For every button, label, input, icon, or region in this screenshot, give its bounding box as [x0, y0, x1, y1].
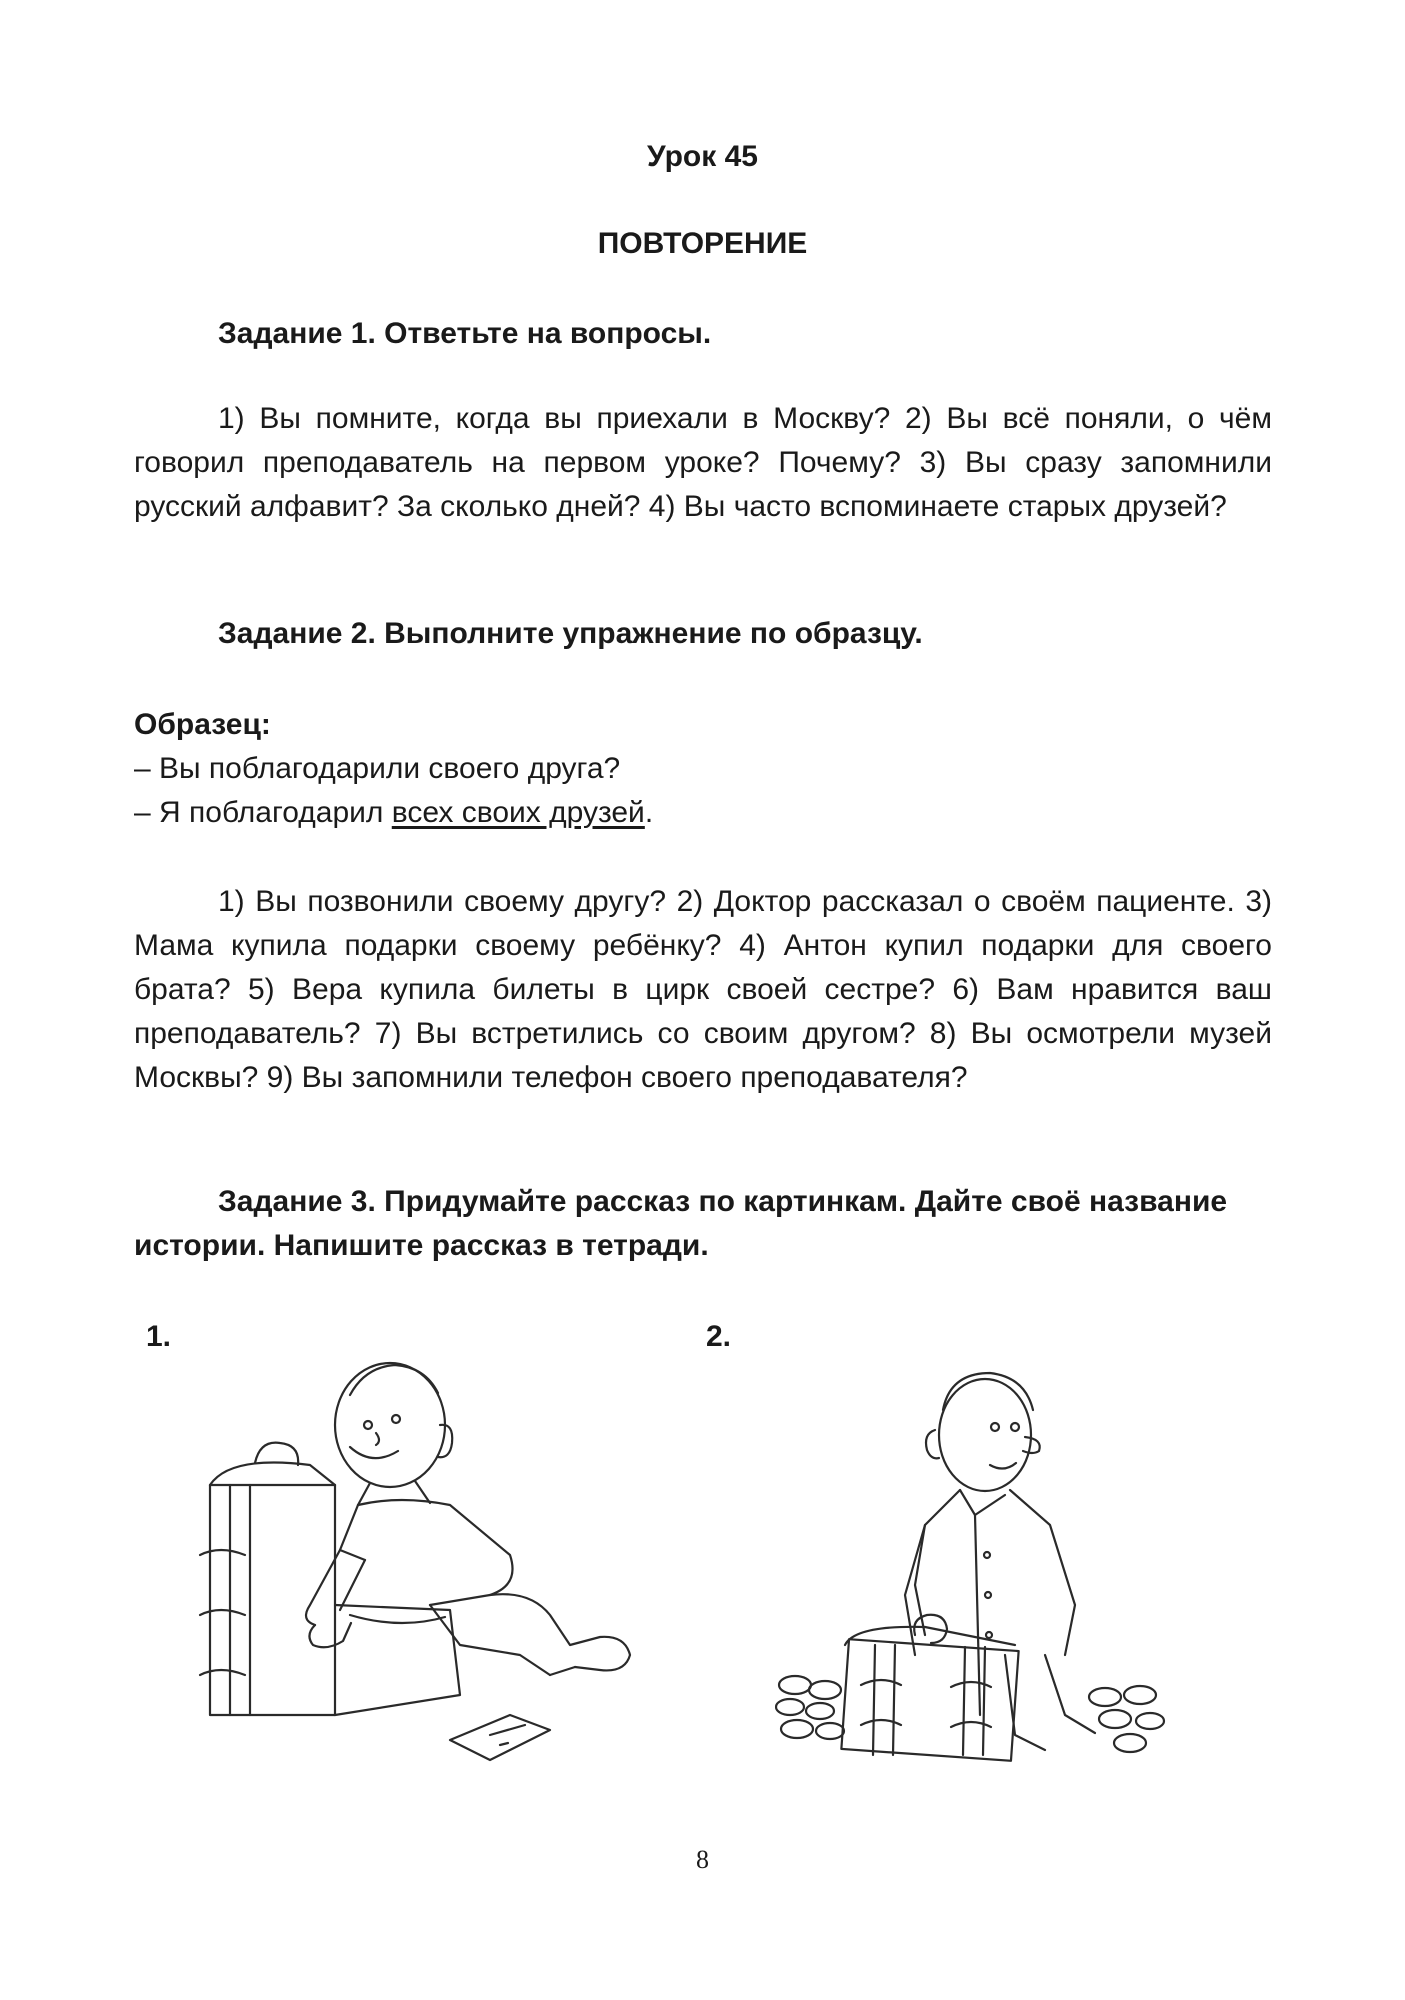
- sample-answer-suffix: .: [644, 796, 654, 829]
- sample-answer-prefix: – Я поблагодарил: [134, 796, 392, 829]
- section-title: ПОВТОРЕНИЕ: [597, 227, 808, 260]
- sample-answer: [134, 796, 653, 830]
- page-number: 8: [696, 1845, 709, 1874]
- sample-question: – Вы поблагодарили своего друга?: [134, 752, 621, 785]
- sample-answer-underlined: всех своих друзей: [391, 796, 645, 829]
- lesson-title: Урок 45: [647, 140, 758, 173]
- task2-text: 1) Вы позвонили своему другу? 2) Доктор рассказал о своём пациенте. 3) Мама купила подарки своему ребёнку? 4) Антон купил подарки для своего брата? 5) Вера купила билеты в цирк своей сестре? 6) Вам нравится ваш преподаватель? 7) Вы встретились со своим другом? 8) Вы осмотрели музей Москвы? 9) Вы запомнили телефон своего преподавателя?: [134, 885, 1272, 1094]
- picture-1-number: 1.: [146, 1320, 172, 1353]
- sample-label: Образец:: [134, 708, 271, 741]
- man-packing-suitcase-drawing: [190, 1355, 650, 1785]
- picture-2-number: 2.: [706, 1320, 732, 1353]
- man-carrying-suitcase-drawing: [775, 1355, 1175, 1785]
- task2-title: Задание 2. Выполните упражнение по образцу.: [218, 617, 923, 650]
- task3-title: Задание 3. Придумайте рассказ по картинкам. Дайте своё название истории. Напишите рассказ в тетради.: [134, 1185, 1228, 1262]
- task1-text: 1) Вы помните, когда вы приехали в Москву? 2) Вы всё поняли, о чём говорил преподаватель на первом уроке? Почему? 3) Вы сразу запомнили русский алфавит? За сколько дней? 4) Вы часто вспоминаете старых друзей?: [134, 402, 1272, 523]
- task1-title: Задание 1. Ответьте на вопросы.: [218, 317, 712, 350]
